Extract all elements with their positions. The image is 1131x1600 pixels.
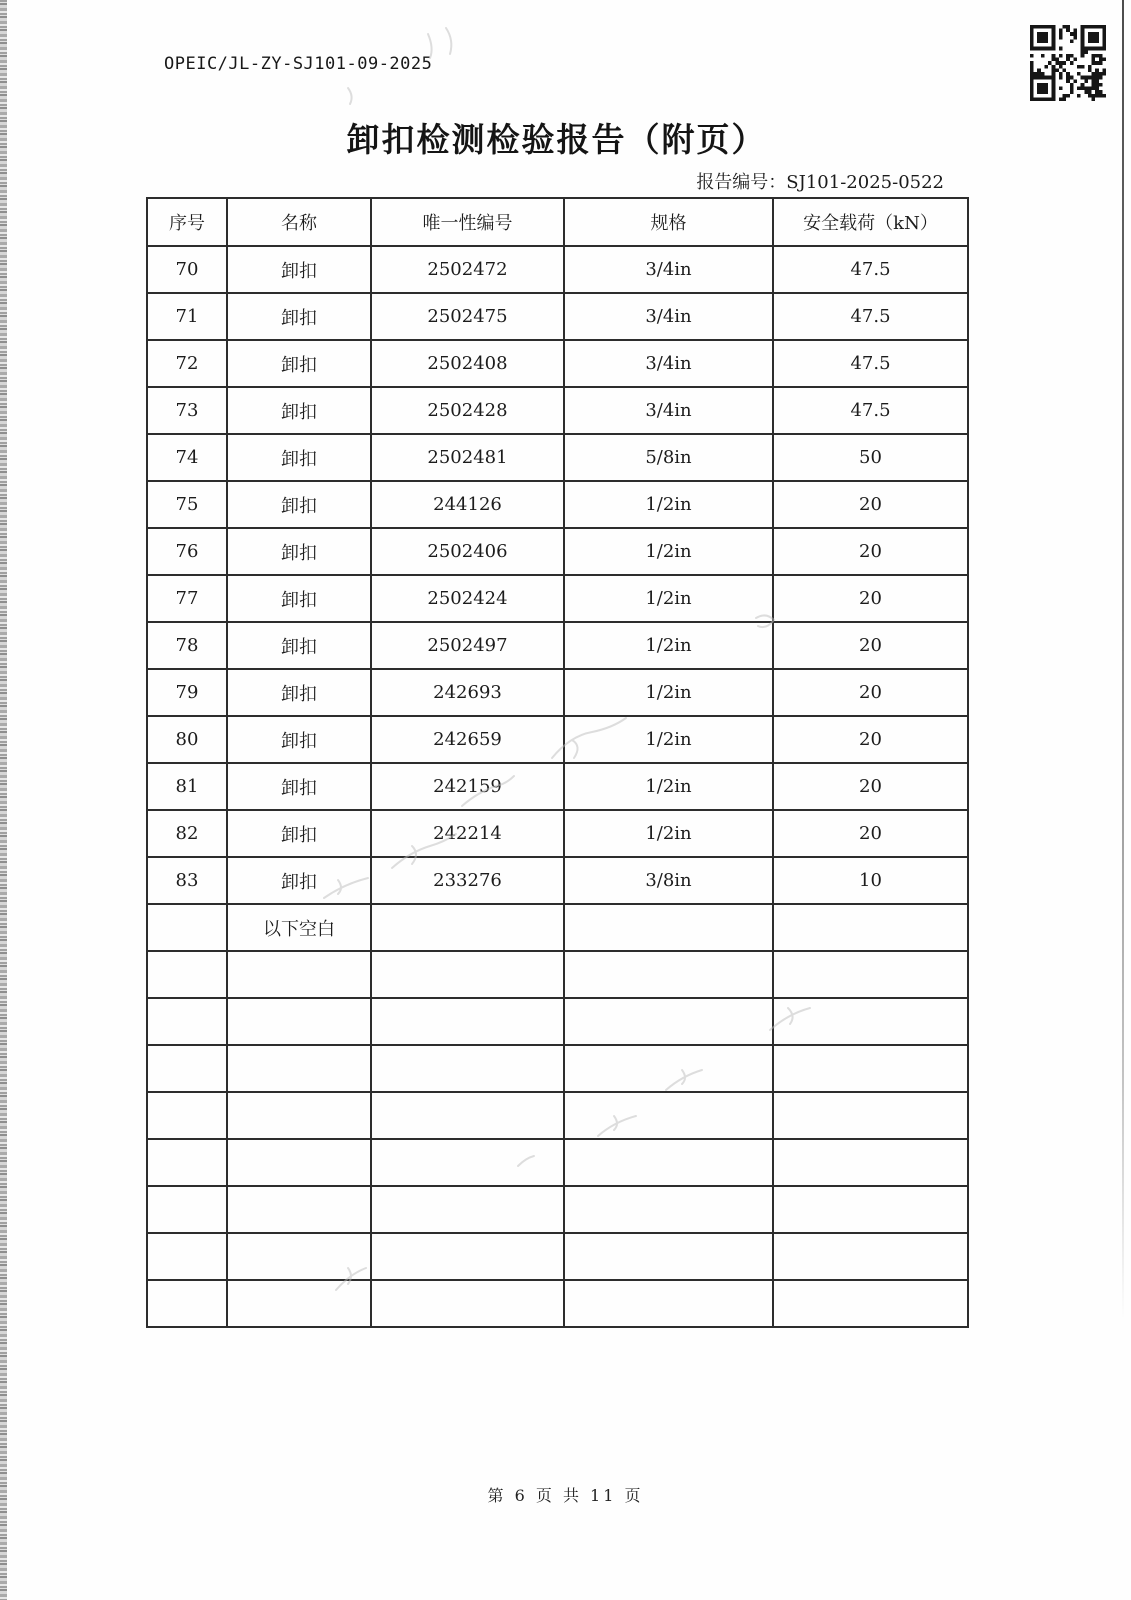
cell-spec: 5/8in xyxy=(564,434,773,481)
cell-spec: 1/2in xyxy=(564,481,773,528)
cell-spec xyxy=(564,1186,773,1233)
cell-spec: 1/2in xyxy=(564,575,773,622)
cell-uid xyxy=(371,904,564,951)
cell-load: 20 xyxy=(773,481,968,528)
cell-load: 47.5 xyxy=(773,387,968,434)
cell-uid xyxy=(371,1092,564,1139)
cell-uid: 242693 xyxy=(371,669,564,716)
cell-name: 卸扣 xyxy=(227,810,371,857)
scan-fold-line-right xyxy=(1122,0,1124,1320)
cell-no xyxy=(147,998,227,1045)
cell-spec: 3/4in xyxy=(564,246,773,293)
cell-load: 50 xyxy=(773,434,968,481)
cell-load: 20 xyxy=(773,669,968,716)
cell-no: 73 xyxy=(147,387,227,434)
table-body xyxy=(147,246,968,1327)
cell-spec: 1/2in xyxy=(564,622,773,669)
cell-name: 卸扣 xyxy=(227,434,371,481)
cell-load xyxy=(773,904,968,951)
cell-load: 10 xyxy=(773,857,968,904)
cell-load: 20 xyxy=(773,622,968,669)
cell-name: 卸扣 xyxy=(227,387,371,434)
table-row xyxy=(147,1280,968,1327)
cell-load xyxy=(773,1139,968,1186)
cell-no: 81 xyxy=(147,763,227,810)
cell-name: 卸扣 xyxy=(227,763,371,810)
cell-no: 77 xyxy=(147,575,227,622)
cell-no: 80 xyxy=(147,716,227,763)
cell-name: 卸扣 xyxy=(227,528,371,575)
cell-no: 79 xyxy=(147,669,227,716)
cell-spec: 3/4in xyxy=(564,293,773,340)
cell-name xyxy=(227,1092,371,1139)
cell-load: 20 xyxy=(773,575,968,622)
cell-name: 卸扣 xyxy=(227,622,371,669)
cell-load: 20 xyxy=(773,763,968,810)
cell-uid: 2502472 xyxy=(371,246,564,293)
cell-spec: 1/2in xyxy=(564,763,773,810)
cell-spec: 1/2in xyxy=(564,810,773,857)
table-row xyxy=(147,434,968,481)
column-header-no: 序号 xyxy=(147,198,227,246)
inspection-table xyxy=(146,197,969,1328)
scan-edge-artifact-left xyxy=(0,0,7,1600)
table-row xyxy=(147,669,968,716)
cell-spec xyxy=(564,998,773,1045)
cell-name: 卸扣 xyxy=(227,716,371,763)
cell-name: 卸扣 xyxy=(227,481,371,528)
cell-spec: 1/2in xyxy=(564,716,773,763)
cell-uid: 242659 xyxy=(371,716,564,763)
cell-load: 20 xyxy=(773,716,968,763)
cell-name xyxy=(227,1186,371,1233)
cell-no: 74 xyxy=(147,434,227,481)
table-row xyxy=(147,293,968,340)
cell-name xyxy=(227,998,371,1045)
report-number: 报告编号：SJ101-2025-0522 xyxy=(696,172,944,193)
cell-spec xyxy=(564,1092,773,1139)
table-row xyxy=(147,904,968,951)
cell-uid: 2502481 xyxy=(371,434,564,481)
cell-no xyxy=(147,951,227,998)
cell-spec xyxy=(564,951,773,998)
document-code: OPEIC/JL-ZY-SJ101-09-2025 xyxy=(164,54,433,74)
qr-code-icon xyxy=(1030,25,1106,101)
cell-spec xyxy=(564,1045,773,1092)
cell-uid: 233276 xyxy=(371,857,564,904)
cell-uid: 2502428 xyxy=(371,387,564,434)
cell-uid xyxy=(371,951,564,998)
table-row xyxy=(147,1186,968,1233)
cell-load xyxy=(773,1280,968,1327)
table-row xyxy=(147,246,968,293)
cell-name xyxy=(227,1139,371,1186)
cell-no: 75 xyxy=(147,481,227,528)
cell-name: 卸扣 xyxy=(227,293,371,340)
table-row xyxy=(147,857,968,904)
cell-load: 47.5 xyxy=(773,246,968,293)
cell-uid: 2502475 xyxy=(371,293,564,340)
cell-uid: 244126 xyxy=(371,481,564,528)
cell-load: 20 xyxy=(773,528,968,575)
cell-spec xyxy=(564,1233,773,1280)
cell-uid xyxy=(371,998,564,1045)
column-header-uid: 唯一性编号 xyxy=(371,198,564,246)
table-row xyxy=(147,1139,968,1186)
table-row xyxy=(147,340,968,387)
cell-no: 76 xyxy=(147,528,227,575)
cell-uid: 242214 xyxy=(371,810,564,857)
cell-name xyxy=(227,1045,371,1092)
page-number-footer: 第 6 页 共 11 页 xyxy=(487,1486,644,1505)
cell-no xyxy=(147,1139,227,1186)
table-row xyxy=(147,810,968,857)
cell-uid xyxy=(371,1045,564,1092)
cell-load xyxy=(773,1233,968,1280)
cell-uid: 2502497 xyxy=(371,622,564,669)
cell-load xyxy=(773,998,968,1045)
table-row xyxy=(147,951,968,998)
cell-name: 卸扣 xyxy=(227,246,371,293)
cell-no xyxy=(147,1045,227,1092)
cell-no xyxy=(147,1233,227,1280)
cell-load xyxy=(773,951,968,998)
cell-name: 卸扣 xyxy=(227,669,371,716)
cell-spec xyxy=(564,904,773,951)
table-row xyxy=(147,575,968,622)
cell-no xyxy=(147,904,227,951)
cell-no: 71 xyxy=(147,293,227,340)
cell-name xyxy=(227,1280,371,1327)
cell-load xyxy=(773,1092,968,1139)
cell-no xyxy=(147,1092,227,1139)
cell-load: 47.5 xyxy=(773,293,968,340)
cell-spec: 1/2in xyxy=(564,528,773,575)
cell-no: 83 xyxy=(147,857,227,904)
cell-no: 82 xyxy=(147,810,227,857)
cell-no xyxy=(147,1280,227,1327)
table-header-row xyxy=(147,198,968,246)
cell-no xyxy=(147,1186,227,1233)
column-header-load: 安全载荷（kN） xyxy=(773,198,968,246)
cell-uid: 242159 xyxy=(371,763,564,810)
cell-load: 47.5 xyxy=(773,340,968,387)
table-row xyxy=(147,1233,968,1280)
cell-uid: 2502408 xyxy=(371,340,564,387)
cell-load xyxy=(773,1045,968,1092)
cell-name: 卸扣 xyxy=(227,340,371,387)
table-row xyxy=(147,387,968,434)
cell-name xyxy=(227,951,371,998)
cell-no: 72 xyxy=(147,340,227,387)
cell-load xyxy=(773,1186,968,1233)
page-title: 卸扣检测检验报告（附页） xyxy=(346,120,767,159)
table-row xyxy=(147,622,968,669)
cell-spec: 3/4in xyxy=(564,340,773,387)
column-header-spec: 规格 xyxy=(564,198,773,246)
table-row xyxy=(147,1045,968,1092)
cell-uid xyxy=(371,1139,564,1186)
column-header-name: 名称 xyxy=(227,198,371,246)
table-row xyxy=(147,998,968,1045)
cell-no: 78 xyxy=(147,622,227,669)
table-row xyxy=(147,481,968,528)
cell-uid xyxy=(371,1233,564,1280)
table-row xyxy=(147,716,968,763)
cell-spec xyxy=(564,1139,773,1186)
cell-spec: 3/4in xyxy=(564,387,773,434)
cell-name xyxy=(227,1233,371,1280)
cell-uid: 2502406 xyxy=(371,528,564,575)
cell-uid: 2502424 xyxy=(371,575,564,622)
table-row xyxy=(147,528,968,575)
table-row xyxy=(147,763,968,810)
table-row xyxy=(147,1092,968,1139)
cell-load: 20 xyxy=(773,810,968,857)
cell-spec: 1/2in xyxy=(564,669,773,716)
cell-uid xyxy=(371,1280,564,1327)
cell-spec xyxy=(564,1280,773,1327)
cell-name: 卸扣 xyxy=(227,575,371,622)
cell-spec: 3/8in xyxy=(564,857,773,904)
cell-name: 卸扣 xyxy=(227,857,371,904)
table-header xyxy=(147,198,968,246)
cell-no: 70 xyxy=(147,246,227,293)
cell-name: 以下空白 xyxy=(227,904,371,951)
cell-uid xyxy=(371,1186,564,1233)
